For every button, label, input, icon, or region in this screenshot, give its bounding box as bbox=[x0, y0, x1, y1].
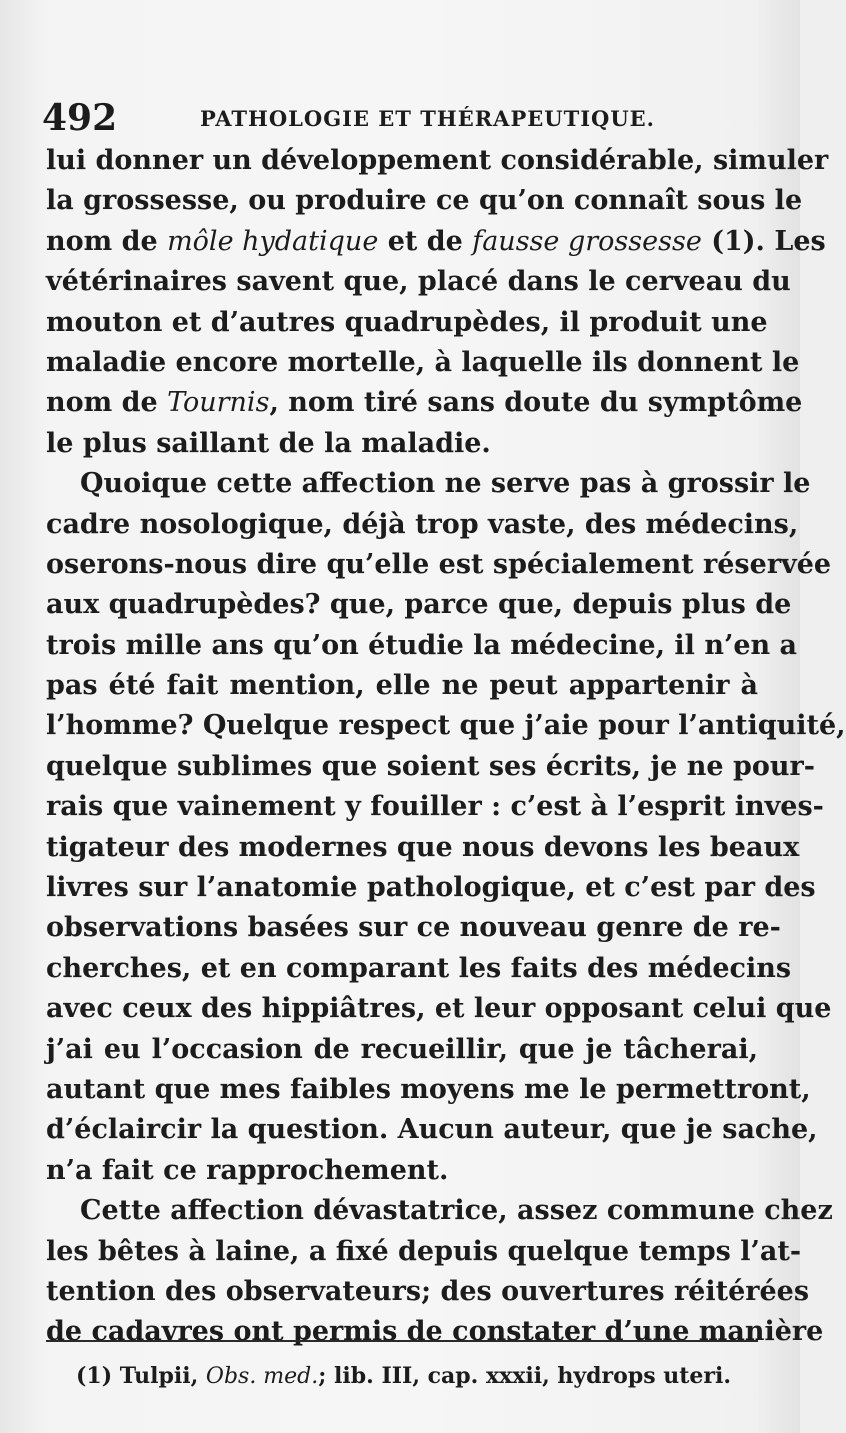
running-title: PATHOLOGIE ET THÉRAPEUTIQUE. bbox=[200, 106, 655, 131]
text-line: les bêtes à laine, a fixé depuis quelque temps l’at- bbox=[46, 1235, 802, 1267]
page-header bbox=[42, 96, 758, 140]
text-line: vétérinaires savent que, placé dans le cerveau du bbox=[46, 266, 791, 298]
text-line: cadre nosologique, déjà trop vaste, des médecins, bbox=[46, 508, 799, 540]
text-line: la grossesse, ou produire ce qu’on connaît sous le bbox=[46, 185, 803, 217]
text-line: n’a fait ce rapprochement. bbox=[46, 1154, 449, 1186]
text-line: oserons-nous dire qu’elle est spécialement réservée bbox=[46, 548, 832, 580]
text-line: observations basées sur ce nouveau genre de re- bbox=[46, 912, 781, 944]
text-line: livres sur l’anatomie pathologique, et c’est par des bbox=[46, 872, 816, 904]
body-text bbox=[46, 141, 846, 1353]
text-line: maladie encore mortelle, à laquelle ils donnent le bbox=[46, 346, 800, 378]
text-line: mouton et d’autres quadrupèdes, il produit une bbox=[46, 306, 768, 338]
text-line: d’éclaircir la question. Aucun auteur, que je sache, bbox=[46, 1114, 818, 1146]
text-line: le plus saillant de la maladie. bbox=[46, 427, 491, 459]
text-line: j’ai eu l’occasion de recueillir, que je tâcherai, bbox=[46, 1033, 758, 1065]
footnote: (1) Tulpii, Obs. med.; lib. III, cap. xxxii, hydrops uteri. bbox=[76, 1363, 732, 1389]
text-line: tigateur des modernes que nous devons les beaux bbox=[46, 831, 800, 863]
text-line: tention des observateurs; des ouvertures réitérées bbox=[46, 1275, 810, 1307]
text-line: nom de Tournis, nom tiré sans doute du symptôme bbox=[46, 387, 803, 419]
footnote-rule bbox=[46, 1340, 758, 1342]
text-line: pas été fait mention, elle ne peut appartenir à bbox=[46, 670, 758, 702]
text-line: Quoique cette affection ne serve pas à grossir le bbox=[80, 468, 811, 500]
text-line: cherches, et en comparant les faits des médecins bbox=[46, 952, 792, 984]
text-line: Cette affection dévastatrice, assez commune chez bbox=[80, 1195, 833, 1227]
text-line: nom de môle hydatique et de fausse grossesse (1). Les bbox=[46, 225, 826, 257]
text-line: aux quadrupèdes? que, parce que, depuis plus de bbox=[46, 589, 792, 621]
text-line: l’homme? Quelque respect que j’aie pour l’antiquité, bbox=[46, 710, 846, 742]
text-line: trois mille ans qu’on étudie la médecine, il n’en a bbox=[46, 629, 798, 661]
page-number: 492 bbox=[42, 97, 118, 139]
text-line: de cadavres ont permis de constater d’une manière bbox=[46, 1316, 824, 1348]
text-line: autant que mes faibles moyens me le permettront, bbox=[46, 1073, 811, 1105]
text-line: rais que vainement y fouiller : c’est à l’esprit inves- bbox=[46, 791, 824, 823]
text-line: avec ceux des hippiâtres, et leur opposant celui que bbox=[46, 993, 832, 1025]
text-line: lui donner un développement considérable, simuler bbox=[46, 145, 829, 176]
text-line: quelque sublimes que soient ses écrits, je ne pour- bbox=[46, 750, 815, 782]
